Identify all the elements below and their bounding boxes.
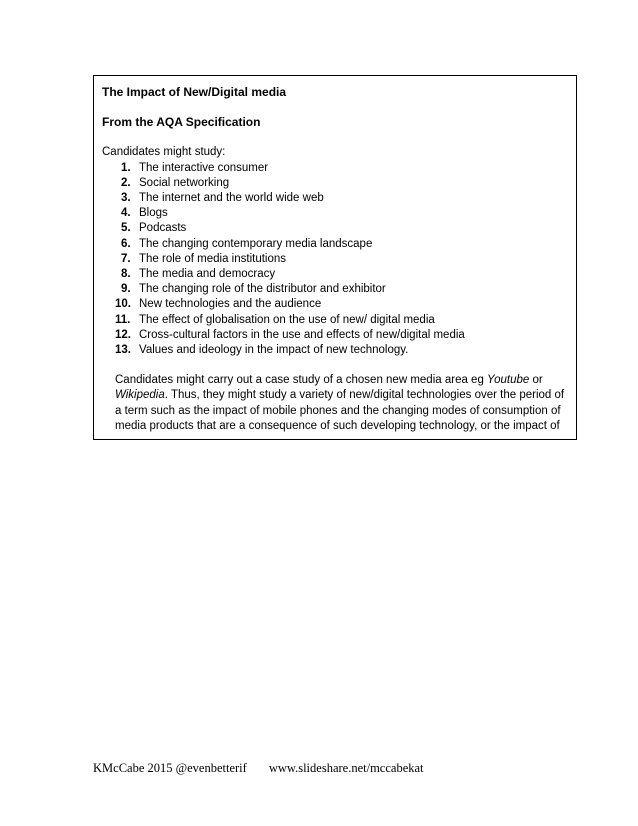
list-item-text: The changing contemporary media landscape: [139, 237, 373, 250]
list-item-number: 7.: [121, 252, 131, 265]
list-item: [115, 161, 568, 176]
box-subtitle: From the AQA Specification: [102, 115, 261, 130]
list-item-text: Podcasts: [139, 222, 187, 235]
case-study-paragraph: [102, 373, 568, 434]
footer-author: KMcCabe 2015 @evenbetterif: [93, 761, 247, 775]
list-item: [115, 176, 568, 191]
case-study-youtube: Youtube: [487, 374, 530, 387]
list-item-text: Blogs: [139, 207, 168, 220]
list-item: [115, 221, 568, 236]
spec-text-box: [93, 75, 577, 440]
list-item-number: 2.: [121, 176, 131, 189]
list-item-text: The changing role of the distributor and exhibitor: [139, 283, 386, 296]
list-item: [115, 237, 568, 252]
list-item-number: 11.: [115, 313, 131, 326]
intro-text: Candidates might study:: [102, 146, 226, 159]
list-item: [115, 297, 568, 312]
list-item: [115, 191, 568, 206]
case-study-text-2: or: [529, 374, 543, 387]
case-study-wikipedia: Wikipedia: [115, 389, 165, 402]
list-item-text: The effect of globalisation on the use of new/ digital media: [139, 313, 435, 326]
list-item-number: 9.: [121, 283, 131, 296]
list-item: [115, 328, 568, 343]
case-study-text-3: . Thus, they might study a variety of new/digital technologies over the period of a term such as the impact of mobile phones and the changing modes of consumption of media products that are a consequence of such developing technology, or the impact of: [115, 389, 565, 432]
list-item-number: 12.: [115, 328, 131, 341]
case-study-text-1: Candidates might carry out a case study of a chosen new media area eg: [115, 374, 488, 387]
list-item-text: The media and democracy: [139, 268, 276, 281]
list-item-text: The role of media institutions: [139, 252, 287, 265]
footer-site: www.slideshare.net/mccabekat: [268, 761, 424, 775]
list-item-text: New technologies and the audience: [139, 298, 322, 311]
list-item-number: 10.: [115, 298, 131, 311]
list-item: [115, 206, 568, 221]
list-item: [115, 267, 568, 282]
page-footer: [93, 761, 424, 776]
list-item-number: 5.: [121, 222, 131, 235]
list-item-number: 3.: [121, 192, 131, 205]
list-item-number: 13.: [115, 344, 131, 357]
list-item-number: 1.: [121, 161, 131, 174]
list-item-number: 4.: [121, 207, 131, 220]
list-item-text: Cross-cultural factors in the use and effects of new/digital media: [139, 328, 465, 341]
list-item-number: 8.: [121, 268, 131, 281]
list-item-text: Social networking: [139, 176, 230, 189]
list-item: [115, 252, 568, 267]
topic-list: [102, 161, 568, 359]
list-item-text: Values and ideology in the impact of new technology.: [139, 344, 409, 357]
list-item-number: 6.: [121, 237, 131, 250]
list-item: [115, 313, 568, 328]
box-title: The Impact of New/Digital media: [102, 85, 287, 99]
list-item: [115, 343, 568, 358]
list-item: [115, 282, 568, 297]
list-item-text: The interactive consumer: [139, 161, 269, 174]
list-item-text: The internet and the world wide web: [139, 192, 324, 205]
